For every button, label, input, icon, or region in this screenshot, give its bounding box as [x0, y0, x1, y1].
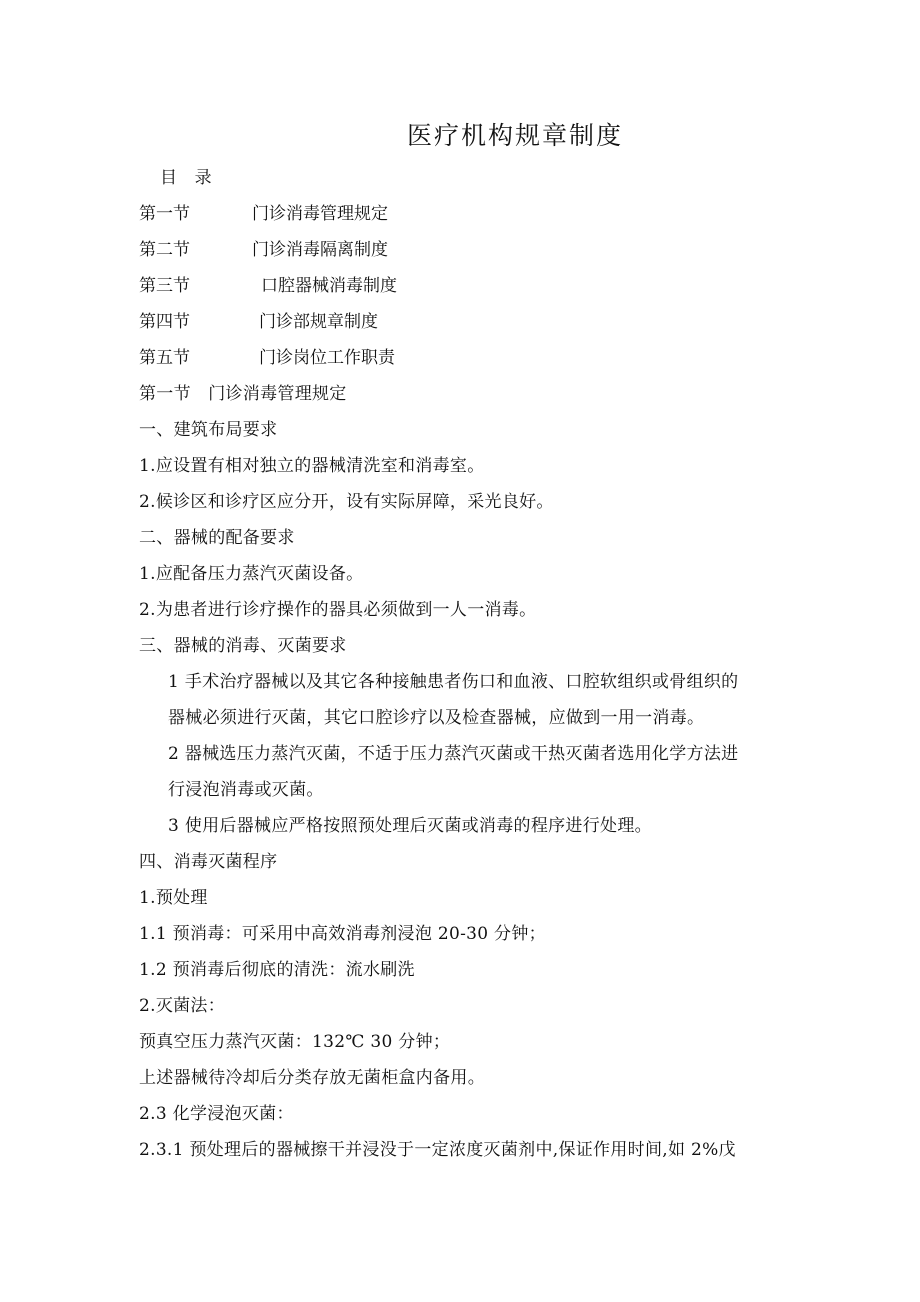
toc-item-4-label: 第四节 [139, 312, 190, 332]
paragraph-4-2-a: 预真空压力蒸汽灭菌：132℃ 30 分钟； [139, 1032, 451, 1052]
paragraph-1-1: 1.应设置有相对独立的器械清洗室和消毒室。 [139, 456, 485, 476]
paragraph-3-1a: 1 手术治疗器械以及其它各种接触患者伤口和血液、口腔软组织或骨组织的 [168, 672, 739, 692]
paragraph-3-1b: 器械必须进行灭菌，其它口腔诊疗以及检查器械，应做到一用一消毒。 [168, 708, 705, 728]
paragraph-3-2a: 2 器械选压力蒸汽灭菌，不适于压力蒸汽灭菌或干热灭菌者选用化学方法进 [168, 744, 739, 764]
title-area [0, 0, 920, 200]
paragraph-4-1-1: 1.1 预消毒：可采用中高效消毒剂浸泡 20-30 分钟； [139, 924, 546, 944]
paragraph-4-2-3-1: 2.3.1 预处理后的器械擦干并浸没于一定浓度灭菌剂中,保证作用时间,如 2%戊 [139, 1140, 736, 1160]
toc-item-4-text: 门诊部规章制度 [259, 312, 378, 332]
toc-item-1-text: 门诊消毒管理规定 [252, 204, 388, 224]
toc-item-3-text: 口腔器械消毒制度 [261, 276, 397, 296]
paragraph-3-3: 3 使用后器械应严格按照预处理后灭菌或消毒的程序进行处理。 [168, 816, 652, 836]
toc-item-5-text: 门诊岗位工作职责 [259, 348, 395, 368]
toc-heading: 目 录 [160, 168, 212, 188]
section-title: 第一节 门诊消毒管理规定 [139, 384, 347, 404]
paragraph-4-2-3: 2.3 化学浸泡灭菌： [139, 1104, 294, 1124]
paragraph-2-2: 2.为患者进行诊疗操作的器具必须做到一人一消毒。 [139, 600, 537, 620]
heading-1: 一、建筑布局要求 [139, 420, 278, 440]
paragraph-1-2: 2.候诊区和诊疗区应分开，设有实际屏障，采光良好。 [139, 492, 554, 512]
toc-item-1-label: 第一节 [139, 204, 190, 224]
heading-3: 三、器械的消毒、灭菌要求 [139, 636, 347, 656]
toc-item-3-label: 第三节 [139, 276, 190, 296]
page-title: 医疗机构规章制度 [406, 121, 623, 150]
paragraph-4-1: 1.预处理 [139, 888, 208, 908]
paragraph-4-2: 2.灭菌法： [139, 996, 226, 1016]
toc-item-2-label: 第二节 [139, 240, 190, 260]
heading-2: 二、器械的配备要求 [139, 528, 295, 548]
toc-item-5-label: 第五节 [139, 348, 190, 368]
paragraph-4-2-b: 上述器械待冷却后分类存放无菌柜盒内备用。 [139, 1068, 485, 1088]
heading-4: 四、消毒灭菌程序 [139, 852, 278, 872]
paragraph-2-1: 1.应配备压力蒸汽灭菌设备。 [139, 564, 364, 584]
toc-item-2-text: 门诊消毒隔离制度 [252, 240, 388, 260]
paragraph-3-2b: 行浸泡消毒或灭菌。 [168, 780, 324, 800]
paragraph-4-1-2: 1.2 预消毒后彻底的清洗：流水刷洗 [139, 960, 415, 980]
